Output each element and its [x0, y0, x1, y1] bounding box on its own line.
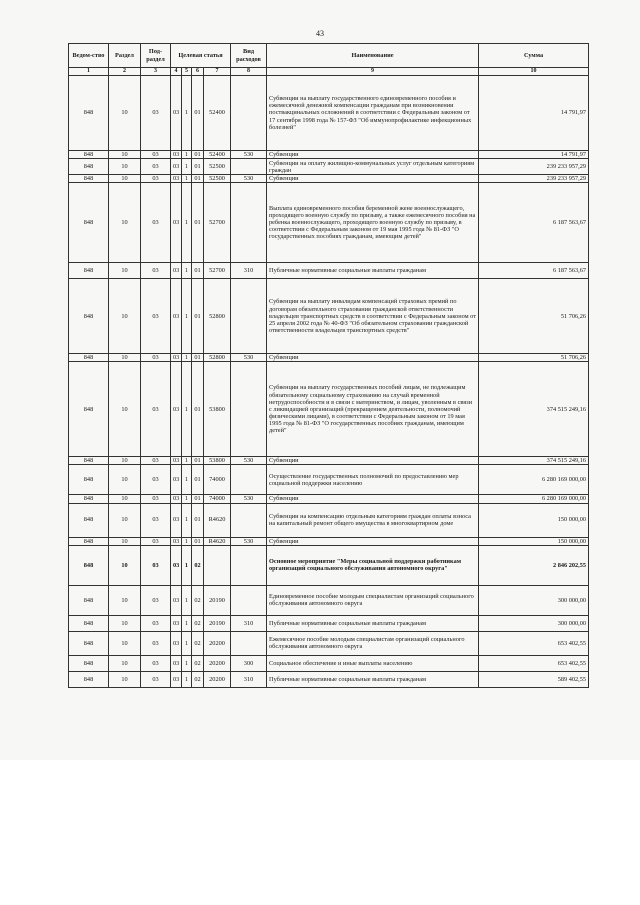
cell-expense-type — [231, 585, 267, 615]
cell-article-c: 02 — [192, 545, 204, 585]
cell-subsection: 03 — [141, 175, 171, 183]
page-number: 43 — [316, 29, 324, 38]
cell-subsection: 03 — [141, 495, 171, 503]
column-number: 1 — [69, 68, 109, 76]
cell-sum: 653 402,55 — [479, 631, 589, 655]
table-row — [69, 495, 589, 503]
cell-dept: 848 — [69, 503, 109, 537]
cell-subsection: 03 — [141, 76, 171, 151]
cell-expense-type: 530 — [231, 354, 267, 362]
cell-name: Субвенции на выплату государственных пособий лицам, не подлежащим обязательному социальному страхованию на случай временной нетрудоспособности и в связи с материнством, и лицам, уволенным в связи с ликвидацией организаций (прекращением деятельности, полномочий физическими лицами), в соответствии с Федеральным законом от 19 мая 1995 года № 81-ФЗ "О государственных пособиях гражданам, имеющим детей" — [267, 362, 479, 457]
cell-article-a: 03 — [171, 279, 182, 354]
column-number: 6 — [192, 68, 204, 76]
cell-article-c: 01 — [192, 263, 204, 279]
header-row — [69, 44, 589, 68]
table-row — [69, 585, 589, 615]
cell-article-code: 20200 — [204, 655, 231, 671]
cell-article-code — [204, 545, 231, 585]
cell-expense-type: 530 — [231, 151, 267, 159]
cell-dept: 848 — [69, 655, 109, 671]
cell-sum: 239 233 957,29 — [479, 175, 589, 183]
cell-article-code: R4620 — [204, 503, 231, 537]
cell-sum: 2 846 202,55 — [479, 545, 589, 585]
cell-article-a: 03 — [171, 585, 182, 615]
cell-article-code: 20200 — [204, 671, 231, 687]
cell-article-a: 03 — [171, 354, 182, 362]
cell-subsection: 03 — [141, 537, 171, 545]
cell-article-b: 1 — [182, 495, 192, 503]
cell-article-c: 02 — [192, 585, 204, 615]
cell-name: Социальное обеспечение и иные выплаты населению — [267, 655, 479, 671]
cell-article-c: 01 — [192, 183, 204, 263]
cell-subsection: 03 — [141, 263, 171, 279]
table-row — [69, 183, 589, 263]
cell-subsection: 03 — [141, 279, 171, 354]
cell-section: 10 — [109, 503, 141, 537]
header-expense-type: Вид расходов — [231, 44, 267, 68]
cell-section: 10 — [109, 585, 141, 615]
cell-name: Субвенции — [267, 354, 479, 362]
cell-sum: 300 000,00 — [479, 585, 589, 615]
cell-name: Единовременное пособие молодым специалистам организаций социального обслуживания автономного округа — [267, 585, 479, 615]
cell-expense-type — [231, 465, 267, 495]
cell-article-code: 20190 — [204, 585, 231, 615]
cell-name: Публичные нормативные социальные выплаты гражданам — [267, 671, 479, 687]
cell-article-code: 52700 — [204, 183, 231, 263]
table-row — [69, 537, 589, 545]
cell-subsection: 03 — [141, 671, 171, 687]
cell-expense-type: 310 — [231, 263, 267, 279]
table-row — [69, 503, 589, 537]
cell-dept: 848 — [69, 279, 109, 354]
cell-sum: 653 402,55 — [479, 655, 589, 671]
cell-article-c: 01 — [192, 76, 204, 151]
cell-article-b: 1 — [182, 354, 192, 362]
cell-article-b: 1 — [182, 503, 192, 537]
cell-sum: 6 187 563,67 — [479, 183, 589, 263]
cell-article-a: 03 — [171, 495, 182, 503]
cell-expense-type: 310 — [231, 671, 267, 687]
cell-section: 10 — [109, 615, 141, 631]
cell-dept: 848 — [69, 615, 109, 631]
table-body — [69, 76, 589, 688]
cell-article-a: 03 — [171, 263, 182, 279]
cell-article-a: 03 — [171, 362, 182, 457]
cell-name: Ежемесячное пособие молодым специалистам организаций социального обслуживания автономного округа — [267, 631, 479, 655]
cell-dept: 848 — [69, 159, 109, 175]
cell-article-a: 03 — [171, 631, 182, 655]
cell-dept: 848 — [69, 537, 109, 545]
cell-subsection: 03 — [141, 457, 171, 465]
cell-name: Публичные нормативные социальные выплаты гражданам — [267, 263, 479, 279]
cell-sum: 150 000,00 — [479, 503, 589, 537]
table-row — [69, 151, 589, 159]
table-row — [69, 671, 589, 687]
table-row — [69, 545, 589, 585]
cell-dept: 848 — [69, 671, 109, 687]
cell-article-c: 02 — [192, 631, 204, 655]
cell-article-c: 02 — [192, 655, 204, 671]
cell-dept: 848 — [69, 585, 109, 615]
table-row — [69, 457, 589, 465]
cell-name: Субвенции на выплату государственного единовременного пособия и ежемесячной денежной компенсации гражданам при возникновении поствакцинальных осложнений в соответствии с Федеральным законом от 17 сентября 1998 года № 157-ФЗ "Об иммунопрофилактике инфекционных болезней" — [267, 76, 479, 151]
header-section: Раздел — [109, 44, 141, 68]
cell-section: 10 — [109, 263, 141, 279]
cell-sum: 14 791,97 — [479, 151, 589, 159]
table-row — [69, 159, 589, 175]
cell-expense-type — [231, 279, 267, 354]
cell-article-b: 1 — [182, 183, 192, 263]
cell-dept: 848 — [69, 545, 109, 585]
cell-expense-type — [231, 503, 267, 537]
header-dept: Ведом-ство — [69, 44, 109, 68]
cell-section: 10 — [109, 362, 141, 457]
cell-name: Субвенции — [267, 495, 479, 503]
cell-article-a: 03 — [171, 457, 182, 465]
cell-subsection: 03 — [141, 354, 171, 362]
cell-article-a: 03 — [171, 655, 182, 671]
cell-article-b: 1 — [182, 465, 192, 495]
cell-name: Субвенции — [267, 457, 479, 465]
cell-sum: 51 706,26 — [479, 354, 589, 362]
cell-subsection: 03 — [141, 631, 171, 655]
cell-section: 10 — [109, 457, 141, 465]
cell-article-b: 1 — [182, 151, 192, 159]
budget-table — [68, 43, 589, 688]
cell-article-code: 20190 — [204, 615, 231, 631]
cell-article-a: 03 — [171, 671, 182, 687]
cell-sum: 14 791,97 — [479, 76, 589, 151]
cell-article-a: 03 — [171, 183, 182, 263]
table-row — [69, 465, 589, 495]
cell-section: 10 — [109, 631, 141, 655]
cell-expense-type — [231, 362, 267, 457]
column-number: 2 — [109, 68, 141, 76]
cell-article-c: 01 — [192, 159, 204, 175]
cell-expense-type — [231, 159, 267, 175]
table-row — [69, 655, 589, 671]
cell-subsection: 03 — [141, 183, 171, 263]
cell-article-code: 52500 — [204, 159, 231, 175]
cell-expense-type: 530 — [231, 175, 267, 183]
header-name: Наименование — [267, 44, 479, 68]
cell-name: Основное мероприятие "Меры социальной поддержки работникам организаций социального обслуживания автономного округа" — [267, 545, 479, 585]
table-row — [69, 279, 589, 354]
cell-article-code: 53800 — [204, 457, 231, 465]
cell-section: 10 — [109, 465, 141, 495]
cell-expense-type — [231, 183, 267, 263]
cell-name: Осуществление государственных полномочий по предоставлению мер социальной поддержки населению — [267, 465, 479, 495]
cell-section: 10 — [109, 76, 141, 151]
cell-dept: 848 — [69, 362, 109, 457]
cell-section: 10 — [109, 545, 141, 585]
cell-article-c: 01 — [192, 503, 204, 537]
column-number: 7 — [204, 68, 231, 76]
cell-expense-type: 310 — [231, 615, 267, 631]
cell-article-a: 03 — [171, 503, 182, 537]
cell-article-code: 52800 — [204, 354, 231, 362]
cell-article-c: 02 — [192, 615, 204, 631]
cell-article-code: R4620 — [204, 537, 231, 545]
cell-article-c: 01 — [192, 457, 204, 465]
cell-article-b: 1 — [182, 159, 192, 175]
cell-sum: 6 187 563,67 — [479, 263, 589, 279]
cell-article-b: 1 — [182, 615, 192, 631]
cell-section: 10 — [109, 671, 141, 687]
cell-section: 10 — [109, 151, 141, 159]
cell-article-b: 1 — [182, 175, 192, 183]
cell-article-c: 01 — [192, 465, 204, 495]
cell-article-b: 1 — [182, 279, 192, 354]
cell-article-a: 03 — [171, 615, 182, 631]
cell-section: 10 — [109, 183, 141, 263]
cell-article-c: 01 — [192, 151, 204, 159]
cell-article-a: 03 — [171, 151, 182, 159]
column-number: 9 — [267, 68, 479, 76]
cell-article-a: 03 — [171, 545, 182, 585]
cell-section: 10 — [109, 175, 141, 183]
cell-sum: 239 233 957,29 — [479, 159, 589, 175]
cell-expense-type: 530 — [231, 457, 267, 465]
cell-dept: 848 — [69, 175, 109, 183]
cell-name: Субвенции — [267, 175, 479, 183]
cell-section: 10 — [109, 495, 141, 503]
table-row — [69, 631, 589, 655]
cell-section: 10 — [109, 655, 141, 671]
cell-article-b: 1 — [182, 457, 192, 465]
cell-article-c: 01 — [192, 175, 204, 183]
cell-subsection: 03 — [141, 503, 171, 537]
cell-sum: 6 280 169 000,00 — [479, 465, 589, 495]
cell-dept: 848 — [69, 183, 109, 263]
cell-section: 10 — [109, 537, 141, 545]
column-number: 3 — [141, 68, 171, 76]
cell-subsection: 03 — [141, 655, 171, 671]
cell-section: 10 — [109, 279, 141, 354]
cell-name: Субвенции на компенсацию отдельным категориям граждан оплаты взноса на капитальный ремонт общего имущества в многоквартирном доме — [267, 503, 479, 537]
cell-sum: 374 515 249,16 — [479, 457, 589, 465]
cell-dept: 848 — [69, 457, 109, 465]
cell-subsection: 03 — [141, 585, 171, 615]
table-row — [69, 615, 589, 631]
column-number-row — [69, 68, 589, 76]
cell-article-b: 1 — [182, 655, 192, 671]
cell-subsection: 03 — [141, 159, 171, 175]
cell-article-code: 74000 — [204, 495, 231, 503]
cell-expense-type: 300 — [231, 655, 267, 671]
cell-expense-type — [231, 76, 267, 151]
cell-article-b: 1 — [182, 631, 192, 655]
cell-article-code: 52400 — [204, 151, 231, 159]
cell-subsection: 03 — [141, 615, 171, 631]
cell-article-b: 1 — [182, 537, 192, 545]
cell-article-code: 52500 — [204, 175, 231, 183]
cell-subsection: 03 — [141, 545, 171, 585]
cell-article-c: 01 — [192, 362, 204, 457]
cell-dept: 848 — [69, 354, 109, 362]
cell-article-b: 1 — [182, 585, 192, 615]
cell-expense-type — [231, 631, 267, 655]
cell-article-code: 74000 — [204, 465, 231, 495]
cell-section: 10 — [109, 159, 141, 175]
table-row — [69, 354, 589, 362]
cell-article-b: 1 — [182, 545, 192, 585]
cell-article-code: 53800 — [204, 362, 231, 457]
cell-expense-type: 530 — [231, 537, 267, 545]
column-number: 10 — [479, 68, 589, 76]
table-row — [69, 263, 589, 279]
cell-name: Субвенции — [267, 151, 479, 159]
cell-dept: 848 — [69, 465, 109, 495]
cell-article-a: 03 — [171, 465, 182, 495]
cell-sum: 51 706,26 — [479, 279, 589, 354]
cell-article-b: 1 — [182, 263, 192, 279]
cell-dept: 848 — [69, 263, 109, 279]
cell-article-code: 52800 — [204, 279, 231, 354]
column-number: 5 — [182, 68, 192, 76]
cell-name: Субвенции на оплату жилищно-коммунальных услуг отдельным категориям граждан — [267, 159, 479, 175]
cell-article-c: 01 — [192, 537, 204, 545]
cell-sum: 6 280 169 000,00 — [479, 495, 589, 503]
cell-name: Субвенции — [267, 537, 479, 545]
header-subsection: Под-раздел — [141, 44, 171, 68]
cell-dept: 848 — [69, 495, 109, 503]
cell-article-b: 1 — [182, 671, 192, 687]
cell-article-c: 01 — [192, 279, 204, 354]
cell-article-code: 20200 — [204, 631, 231, 655]
cell-article-c: 02 — [192, 671, 204, 687]
cell-subsection: 03 — [141, 362, 171, 457]
table-row — [69, 362, 589, 457]
cell-article-c: 01 — [192, 354, 204, 362]
cell-article-a: 03 — [171, 175, 182, 183]
cell-section: 10 — [109, 354, 141, 362]
cell-article-a: 03 — [171, 537, 182, 545]
cell-article-a: 03 — [171, 159, 182, 175]
cell-dept: 848 — [69, 76, 109, 151]
cell-sum: 150 000,00 — [479, 537, 589, 545]
cell-expense-type — [231, 545, 267, 585]
cell-dept: 848 — [69, 631, 109, 655]
cell-subsection: 03 — [141, 151, 171, 159]
cell-sum: 589 402,55 — [479, 671, 589, 687]
cell-dept: 848 — [69, 151, 109, 159]
cell-article-code: 52700 — [204, 263, 231, 279]
header-sum: Сумма — [479, 44, 589, 68]
cell-article-c: 01 — [192, 495, 204, 503]
cell-expense-type: 530 — [231, 495, 267, 503]
cell-sum: 300 000,00 — [479, 615, 589, 631]
cell-article-b: 1 — [182, 76, 192, 151]
cell-article-a: 03 — [171, 76, 182, 151]
cell-name: Субвенции на выплату инвалидам компенсаций страховых премий по договорам обязательного страхования гражданской ответственности владельцев транспортных средств в соответствии с Федеральным законом от 25 апреля 2002 года № 40-ФЗ "Об обязательном страховании гражданской ответственности владельцев транспортных средств" — [267, 279, 479, 354]
table-row — [69, 76, 589, 151]
table-row — [69, 175, 589, 183]
cell-article-b: 1 — [182, 362, 192, 457]
cell-subsection: 03 — [141, 465, 171, 495]
cell-article-code: 52400 — [204, 76, 231, 151]
cell-name: Выплата единовременного пособия беременной жене военнослужащего, проходящего военную службу по призыву, а также ежемесячного пособия на ребенка военнослужащего, проходящего военную службу по призыву, в соответствии с Федеральным законом от 19 мая 1995 года № 81-ФЗ "О государственных пособиях гражданам, имеющим детей" — [267, 183, 479, 263]
header-target-article: Целевая статья — [171, 44, 231, 68]
column-number: 4 — [171, 68, 182, 76]
cell-sum: 374 515 249,16 — [479, 362, 589, 457]
column-number: 8 — [231, 68, 267, 76]
cell-name: Публичные нормативные социальные выплаты гражданам — [267, 615, 479, 631]
